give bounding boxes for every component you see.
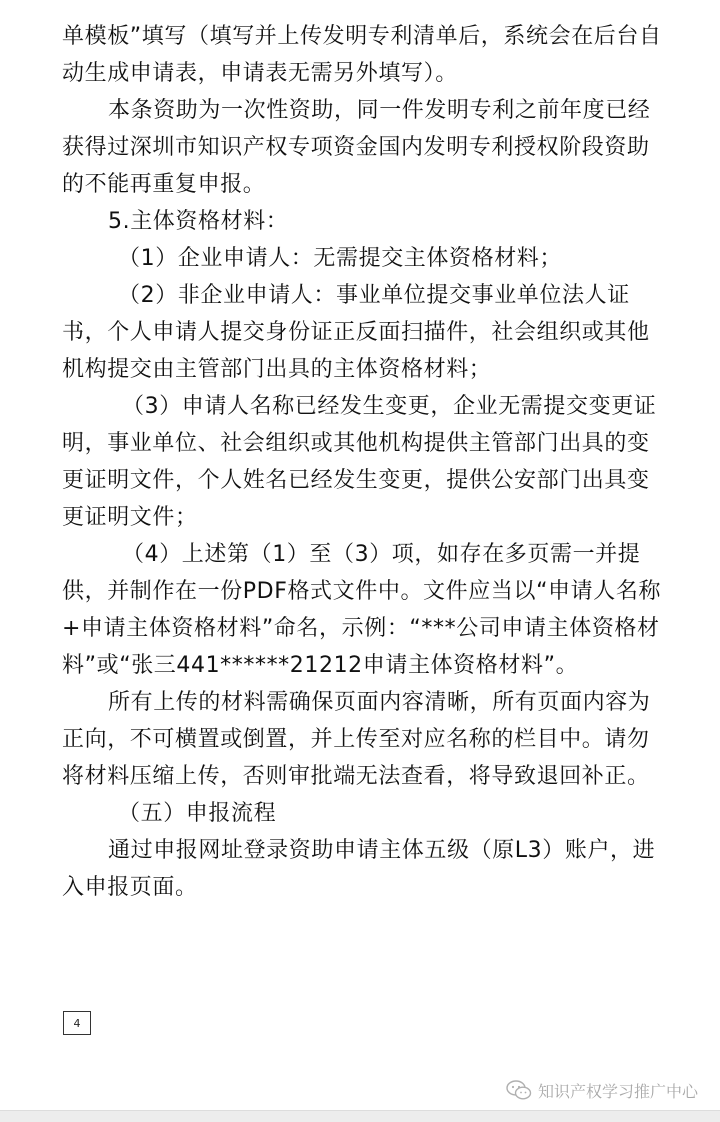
paragraph-item-4: （4）上述第（1）至（3）项，如存在多页需一并提供，并制作在一份PDF格式文件中。文件应当以“申请人名称+申请主体资格材料”命名，示例：“***公司申请主体资格材料”或“张三441******21212申请主体资格材料”。	[62, 542, 662, 678]
bottom-bar	[0, 1110, 720, 1122]
section-heading-process: （五）申报流程	[118, 801, 277, 826]
paragraph-item-3: （3）申请人名称已经发生变更，企业无需提交变更证明，事业单位、社会组织或其他机构提供主管部门出具的变更证明文件，个人姓名已经发生变更，提供公安部门出具变更证明文件；	[62, 394, 657, 530]
wechat-icon	[506, 1080, 532, 1100]
paragraph-template-note: 单模板”填写（填写并上传发明专利清单后，系统会在后台自动生成申请表，申请表无需另外填写）。	[62, 24, 662, 86]
section-heading-qualification: 5.主体资格材料：	[108, 209, 289, 234]
page-number: 4	[63, 1011, 91, 1035]
paragraph-item-1: （1）企业申请人：无需提交主体资格材料；	[118, 246, 562, 271]
paragraph-one-time-funding: 本条资助为一次性资助，同一件发明专利之前年度已经获得过深圳市知识产权专项资金国内发明专利授权阶段资助的不能再重复申报。	[62, 98, 651, 197]
paragraph-item-2: （2）非企业申请人：事业单位提交事业单位法人证书，个人申请人提交身份证正反面扫描件，社会组织或其他机构提交由主管部门出具的主体资格材料；	[62, 283, 650, 382]
watermark-text: 知识产权学习推广中心	[537, 1081, 698, 1101]
paragraph-upload-requirements: 所有上传的材料需确保页面内容清晰，所有页面内容为正向，不可横置或倒置，并上传至对应名称的栏目中。请勿将材料压缩上传，否则审批端无法查看，将导致退回补正。	[62, 690, 651, 789]
document-body	[62, 18, 662, 906]
watermark	[506, 1077, 698, 1103]
paragraph-process-login: 通过申报网址登录资助申请主体五级（原L3）账户，进入申报页面。	[62, 838, 656, 900]
